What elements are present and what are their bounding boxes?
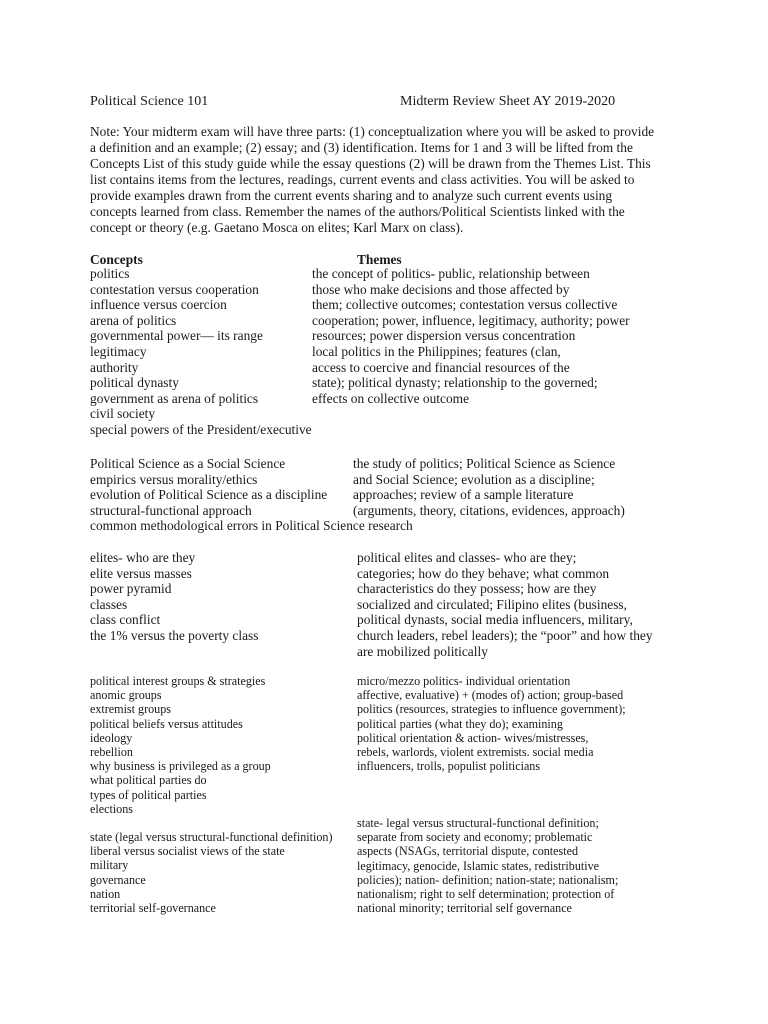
concept-item: elites- who are they [90,550,196,565]
concept-item: evolution of Political Science as a discipline [90,487,328,503]
concept-item: legitimacy [90,343,147,359]
concept-item: nation [90,886,121,901]
theme-line: those who make decisions and those affected by [312,281,570,297]
theme-line: socialized and circulated; Filipino elites (business, [357,596,627,612]
concept-item: ideology [90,730,133,745]
theme-line: characteristics do they possess; how are they [357,581,597,597]
concept-item: extremist groups [90,702,171,717]
theme-line: micro/mezzo politics- individual orientation [357,674,571,688]
concept-item: state (legal versus structural-functional definition) [90,830,333,844]
theme-line: political elites and classes- who are they; [357,550,577,565]
concept-item: rebellion [90,745,133,760]
sheet-title: Midterm Review Sheet AY 2019-2020 [400,94,616,109]
concepts-list-3 [90,550,258,644]
note-line: concepts learned from class. Remember the names of the authors/Political Scientists linked with the [90,204,625,219]
theme-line: national minority; territorial self governance [357,901,572,916]
theme-line: political parties (what they do); examining [357,716,563,731]
concept-item: the 1% versus the poverty class [90,627,259,643]
concepts-list-5 [90,830,332,915]
concept-item: civil society [90,406,156,422]
concept-item: why business is privileged as a group [90,759,271,774]
theme-line: separate from society and economy; problematic [357,830,593,845]
note-line: list contains items from the lectures, readings, current events and class activities. You will be asked to [90,172,635,187]
theme-line: nationalism; right to self determination; protection of [357,887,615,902]
theme-line: politics (resources, strategies to influence government); [357,702,626,717]
concept-item: types of political parties [90,787,207,802]
concept-item: classes [90,596,128,612]
theme-line: the study of politics; Political Science as Science [353,456,616,471]
theme-line: legitimacy, genocide, Islamic states, redistributive [357,858,600,873]
theme-line: (arguments, theory, citations, evidences, approach) [353,502,625,518]
theme-line: them; collective outcomes; contestation versus collective [312,297,618,313]
theme-line: state- legal versus structural-functional definition; [357,816,599,830]
theme-line: cooperation; power, influence, legitimacy, authority; power [312,312,630,328]
concept-item: political beliefs versus attitudes [90,716,243,731]
concept-item: government as arena of politics [90,390,259,406]
concept-item: elections [90,801,133,816]
concept-item: governmental power— its range [90,328,263,344]
themes-list-1 [312,266,630,406]
theme-line: categories; how do they behave; what common [357,565,610,581]
theme-line: and Social Science; evolution as a discipline; [353,471,595,487]
theme-line: the concept of politics- public, relationship between [312,266,590,281]
concept-item: common methodological errors in Political Science research [90,518,413,534]
theme-line: aspects (NSAGs, territorial dispute, contested [357,844,578,859]
theme-line: are mobilized politically [357,643,488,659]
note-line: provide examples drawn from the current events sharing and to analyze such current events using [90,188,613,203]
concept-item: political dynasty [90,375,179,391]
course-title: Political Science 101 [90,94,209,109]
theme-line: political orientation & action- wives/mistresses, [357,730,589,745]
theme-line: resources; power dispersion versus concentration [312,328,576,344]
concept-item: power pyramid [90,581,172,597]
themes-list-4 [357,674,626,773]
theme-line: approaches; review of a sample literature [353,487,574,503]
concept-item: contestation versus cooperation [90,281,259,297]
concept-item: structural-functional approach [90,502,252,518]
concepts-heading: Concepts [90,252,143,267]
themes-list-3 [357,550,653,659]
theme-line: policies); nation- definition; nation-state; nationalism; [357,872,619,887]
concept-item: class conflict [90,612,161,628]
note-line: Concepts List of this study guide while the essay questions (2) will be drawn from the Themes List. This [90,156,651,171]
note-line: a definition and an example; (2) essay; and (3) identification. Items for 1 and 3 will be lifted from the [90,140,633,155]
themes-list-2 [353,456,625,518]
exam-note [90,124,730,236]
concept-item: politics [90,266,130,281]
note-line: concept or theory (e.g. Gaetano Mosca on elites; Karl Marx on class). [90,220,464,235]
theme-line: state); political dynasty; relationship to the governed; [312,375,598,391]
concept-item: liberal versus socialist views of the state [90,844,285,859]
concept-item: anomic groups [90,688,162,703]
theme-line: influencers, trolls, populist politicians [357,759,541,774]
concept-item: empirics versus morality/ethics [90,471,258,487]
themes-list-5 [357,816,618,915]
concept-item: influence versus coercion [90,297,227,313]
concept-item: military [90,858,129,873]
theme-line: political dynasts, social media influencers, military, [357,612,633,628]
themes-heading: Themes [357,252,402,267]
concept-item: elite versus masses [90,565,192,581]
concept-item: arena of politics [90,312,177,328]
concept-item: authority [90,359,139,375]
concept-item: Political Science as a Social Science [90,456,286,471]
concept-item: territorial self-governance [90,901,216,916]
theme-line: local politics in the Philippines; features (clan, [312,343,561,359]
note-line: Note: Your midterm exam will have three parts: (1) conceptualization where you will be asked to provide [90,124,655,139]
theme-line: affective, evaluative) + (modes of) action; group-based [357,688,624,703]
concept-item: political interest groups & strategies [90,674,266,688]
theme-line: access to coercive and financial resources of the [312,359,570,375]
concept-item: what political parties do [90,773,207,788]
concepts-list-1 [90,266,312,438]
concepts-list-4 [90,674,271,816]
concept-item: special powers of the President/executive [90,421,312,437]
theme-line: rebels, warlords, violent extremists. social media [357,745,594,760]
theme-line: effects on collective outcome [312,390,470,406]
theme-line: church leaders, rebel leaders); the “poor” and how they [357,627,653,643]
concept-item: governance [90,872,146,887]
